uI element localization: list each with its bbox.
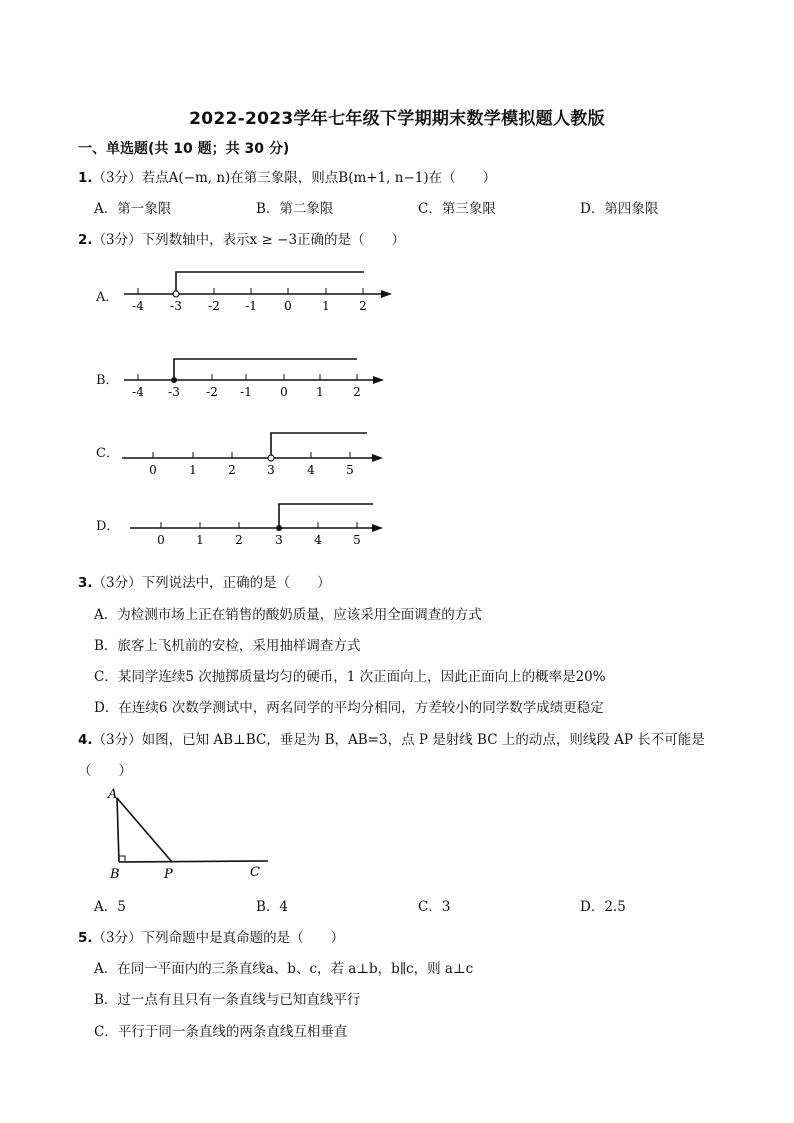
option-a: A．为检测市场上正在销售的酸奶质量，应该采用全面调查的方式 [94, 607, 482, 623]
tick-label: -4 [132, 385, 144, 399]
tick-label: -1 [240, 385, 252, 399]
tick-label: 1 [322, 299, 330, 313]
right-angle-mark [119, 856, 125, 862]
tick-label: -2 [208, 299, 220, 313]
tick-label: -4 [132, 299, 144, 313]
tick-label: -2 [206, 385, 218, 399]
tick-label: 4 [314, 533, 322, 547]
question-text: 若点A(−m, n)在第三象限，则点B(m+1, n−1)在（ ） [141, 170, 497, 186]
solution-ray [176, 272, 364, 291]
option-a: A．在同一平面内的三条直线a、b、c，若 a⊥b，b∥c，则 a⊥c [94, 961, 474, 977]
option-d-label: D． [96, 519, 120, 534]
ray-bc [119, 861, 268, 862]
option-c: C．某同学连续5 次抛掷质量均匀的硬币，1 次正面向上，因此正面向上的概率是20% [94, 669, 606, 685]
page-title: 2022-2023学年七年级下学期期末数学模拟题人教版 [189, 109, 605, 129]
number-line-a [120, 238, 400, 318]
tick-label: -3 [170, 299, 182, 313]
arrow-icon [373, 376, 384, 384]
arrow-icon [381, 290, 392, 298]
question-score: （3分） [92, 232, 142, 248]
ticks [138, 288, 363, 294]
segment-ab [117, 798, 119, 862]
label-p: P [164, 867, 173, 882]
open-point [173, 291, 179, 297]
label-a: A [108, 787, 118, 802]
option-b-label: B． [96, 373, 119, 388]
open-point [268, 455, 274, 461]
option-a-label: A． [96, 290, 119, 305]
question-number: 1. [78, 170, 93, 186]
question-number: 4. [78, 732, 93, 748]
number-line-b [120, 322, 400, 402]
option-c: C．3 [418, 899, 451, 915]
tick-label: 3 [267, 463, 275, 477]
option-b: B．过一点有且只有一条直线与已知直线平行 [94, 992, 361, 1008]
option-d: D．第四象限 [580, 201, 659, 217]
tick-label: 1 [189, 463, 197, 477]
option-d: D．在连续6 次数学测试中，两名同学的平均分相同，方差较小的同学数学成绩更稳定 [94, 700, 604, 716]
closed-point [171, 377, 177, 383]
question-3 [78, 571, 331, 591]
q4-figure [100, 782, 280, 882]
label-b: B [110, 867, 120, 882]
tick-label: 5 [353, 533, 361, 547]
number-line-d [126, 482, 396, 552]
segment-ap [117, 798, 172, 862]
tick-label: 0 [284, 299, 292, 313]
tick-label: -3 [168, 385, 180, 399]
tick-label: 2 [353, 385, 361, 399]
question-text: 下列数轴中，表示x ≥ −3正确的是（ ） [141, 232, 406, 248]
option-a: A．5 [94, 899, 126, 915]
tick-label: 1 [316, 385, 324, 399]
option-c-label: C． [96, 446, 119, 461]
option-c: C．平行于同一条直线的两条直线互相垂直 [94, 1024, 348, 1040]
number-line-c [118, 410, 398, 480]
tick-label: -1 [245, 299, 257, 313]
question-number: 2. [78, 232, 93, 248]
option-a: A．第一象限 [94, 201, 172, 217]
section-heading: 一、单选题(共 10 题；共 30 分) [78, 141, 290, 157]
option-b: B．4 [256, 899, 289, 915]
question-text: 下列命题中是真命题的是（ ） [141, 930, 345, 946]
question-number: 3. [78, 575, 93, 591]
tick-label: 0 [149, 463, 157, 477]
option-c: C．第三象限 [418, 201, 496, 217]
arrow-icon [372, 454, 383, 462]
question-4-bracket: （ ） [78, 763, 132, 779]
question-1 [78, 166, 496, 186]
tick-label: 2 [359, 299, 367, 313]
tick-label: 0 [280, 385, 288, 399]
question-5 [78, 926, 344, 946]
tick-label: 2 [228, 463, 236, 477]
question-score: （3分） [92, 930, 142, 946]
question-text: 下列说法中，正确的是（ ） [141, 575, 331, 591]
question-4 [78, 728, 705, 748]
tick-label: 3 [275, 533, 283, 547]
option-d: D．2.5 [580, 899, 626, 915]
question-score: （3分） [92, 170, 142, 186]
tick-label: 0 [157, 533, 165, 547]
ticks [161, 522, 357, 528]
question-number: 5. [78, 930, 93, 946]
tick-label: 1 [196, 533, 204, 547]
option-b: B．旅客上飞机前的安检，采用抽样调查方式 [94, 638, 361, 654]
label-c: C [250, 865, 260, 880]
option-b: B．第二象限 [256, 201, 334, 217]
question-text: 如图，已知 AB⊥BC，垂足为 B，AB=3，点 P 是射线 BC 上的动点，则线段 AP 长不可能是 [141, 732, 705, 748]
solution-ray [174, 359, 357, 380]
closed-point [276, 525, 282, 531]
tick-label: 4 [307, 463, 315, 477]
solution-ray [279, 504, 373, 528]
question-score: （3分） [92, 732, 142, 748]
tick-label: 2 [235, 533, 243, 547]
question-score: （3分） [92, 575, 142, 591]
arrow-icon [372, 524, 383, 532]
ticks [153, 452, 350, 458]
solution-ray [271, 433, 367, 455]
ticks [138, 374, 357, 380]
tick-label: 5 [346, 463, 354, 477]
